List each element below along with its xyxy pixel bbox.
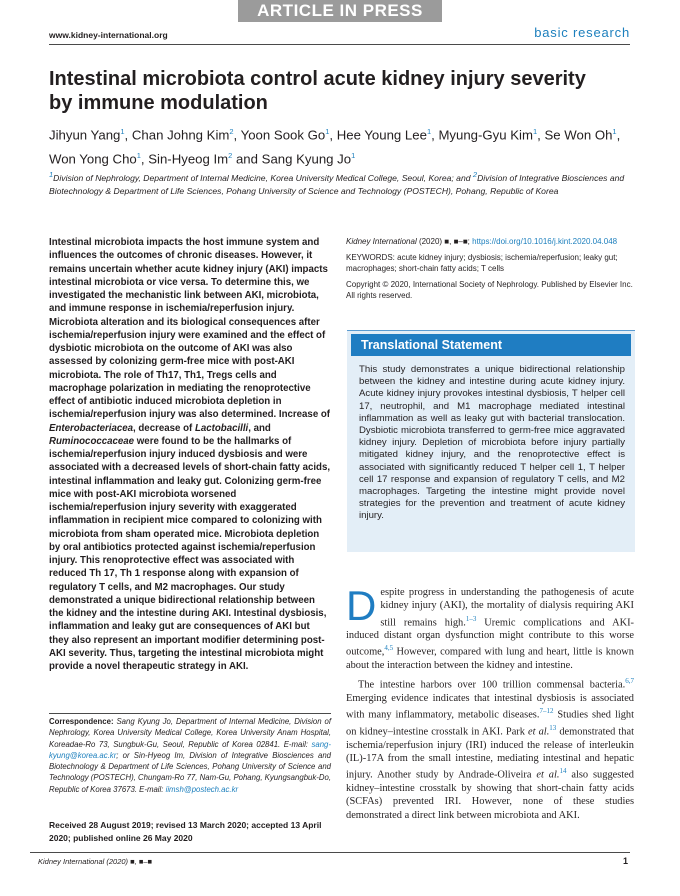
abstract-text: Intestinal microbiota impacts the host immune system and influences the outcomes of chronic diseases. However, it remains uncertain whether acute kidney injury (AKI) impacts intestinal microbiota or vice versa. To determine this, we investigated the mechanistic link between AKI, microbiota, and immune response in ischemia/reperfusion injury. Microbiota alteration and its biological consequences after ischemia/reperfusion injury were examined and the effect of dysbiotic microbiota on the outcome of AKI was also assessed by colonizing germ-free mice with post-AKI microbiota. The role of Th17, Th1, Tregs cells and macrophage polarization in mediating the renoprotective effect of antibiotic induced microbiota depletion in ischemia/reperfusion injury was also determined. Increase of bbox=[49, 237, 331, 421]
body-text-run: However, compared with lung and heart, little is known about the interaction between the kidney and intestine. bbox=[346, 646, 634, 672]
author-affil-sup: 1 bbox=[325, 127, 330, 136]
citation-volume: (2020) ■, ■–■; bbox=[416, 237, 473, 246]
correspondence-text: ; or Sin-Hyeog Im, Division of Integrative Biosciences and Biotechnology & Department of Life Sciences, Pohang University of Science and Technology (POSTECH), Chungam-Ro 77, Nam-Gu, Pohang, Kyungsangbuk-Do, Republic of Korea 37673. E-mail: bbox=[49, 750, 331, 794]
body-text-run: demonstrated that ischemia/reperfusion injury (IRI) induced the release of interleukin (IL)-17A from the small intestine, mediating intestinal and hepatic injury. Another study by Andrade-Oliveira bbox=[346, 726, 634, 781]
email-link[interactable]: sang-kyung@korea.ac.kr bbox=[49, 739, 331, 760]
reference-link[interactable]: 1–3 bbox=[465, 614, 477, 623]
citation-line bbox=[346, 236, 634, 247]
translational-statement-box bbox=[347, 330, 635, 552]
correspondence-rule bbox=[49, 713, 331, 714]
correspondence bbox=[49, 716, 331, 795]
abstract-taxon: Ruminococcaceae bbox=[49, 435, 135, 447]
reference-link[interactable]: 6,7 bbox=[625, 677, 634, 686]
drop-cap: D bbox=[346, 582, 377, 629]
article-in-press-banner: ARTICLE IN PRESS bbox=[238, 0, 442, 22]
translational-statement-text: This study demonstrates a unique bidirectional relationship between the kidney and intestine during acute kidney injury. Acute kidney injury provokes intestinal dysbiosis, T helper cell 17, neutrophil, and M1 macrophage mediated intestinal inflammation as well as leaky gut with bacterial translocation. Dysbiotic microbiota transferred to germ-free mice aggravated kidney injury. Depletion of microbiota before injury partially mitigated kidney injury, and the renoprotective effect is associated with significantly reduced T helper cell 1, T helper cell 17 response and expansion of regulatory T cells, and M2 macrophages. Targeting the intestine might provide novel strategies for the prevention and treatment of acute kidney injury. bbox=[359, 364, 625, 522]
body-paragraph bbox=[346, 675, 634, 821]
doi-link[interactable]: https://doi.org/10.1016/j.kint.2020.04.048 bbox=[472, 237, 618, 246]
correspondence-label: Correspondence: bbox=[49, 717, 114, 726]
author-name: Jihyun Yang bbox=[49, 127, 121, 143]
body-text bbox=[346, 582, 634, 822]
body-text-run: Studies shed light on kidney–intestine crosstalk in AKI. Park bbox=[346, 709, 634, 738]
body-text-run: Uremic complications and AKI-induced distant organ dysfunction might contribute to this worse outcome, bbox=[346, 616, 634, 658]
abstract bbox=[49, 236, 331, 673]
author-name: Chan Johng Kim bbox=[131, 127, 230, 143]
reference-link[interactable]: 13 bbox=[549, 724, 557, 733]
reference-link[interactable]: 4,5 bbox=[384, 644, 394, 653]
translational-statement-heading: Translational Statement bbox=[351, 334, 631, 356]
body-text-run: espite progress in understanding the pathogenesis of acute kidney injury (AKI), the mortality of dialysis requiring AKI still remains high. bbox=[380, 587, 634, 628]
email-link[interactable]: iimsh@postech.ac.kr bbox=[165, 784, 239, 794]
author-affil-sup: 1 bbox=[426, 127, 432, 136]
body-text-run: The intestine harbors over 100 trillion commensal bacteria. bbox=[358, 679, 626, 691]
affiliations bbox=[49, 168, 631, 198]
reference-link[interactable]: 7–12 bbox=[539, 707, 554, 716]
keywords: KEYWORDS: acute kidney injury; dysbiosis; ischemia/reperfusion; leaky gut; macrophages; short-chain fatty acids; T cells bbox=[346, 253, 618, 273]
body-text-run: Emerging evidence indicates that intestinal dysbiosis is associated with many inflammatory, metabolic diseases. bbox=[346, 693, 634, 721]
author-name: Sang Kyung Jo bbox=[261, 151, 352, 167]
body-paragraph bbox=[346, 582, 634, 672]
author-list: Jihyun Yang$^1$, Chan Johng Kim$^2$, Yoon Sook Go$^1$, Hee Young Lee$^1$, Myung-Gyu Kim$^1$, Se Won Oh$^1$, Won Yong Cho$^1$, Sin-Hyeog Im$^2$ and Sang Kyung Jo$^1$ bbox=[49, 127, 621, 167]
affil-sup: 2 bbox=[472, 170, 478, 179]
header-rule bbox=[49, 44, 630, 45]
author-name: Yoon Sook Go bbox=[240, 127, 326, 143]
author-affil-sup: 1 bbox=[612, 127, 617, 136]
author-affil-sup: 2 bbox=[229, 127, 234, 136]
abstract-taxon: Enterobacteriacea bbox=[49, 422, 133, 434]
author-affil-sup: 1 bbox=[351, 151, 356, 161]
abstract-taxon: Lactobacilli bbox=[194, 422, 249, 434]
copyright: Copyright © 2020, International Society of Nephrology. Published by Elsevier Inc. All rights reserved. bbox=[346, 280, 633, 300]
journal-website[interactable]: www.kidney-international.org bbox=[49, 30, 168, 40]
et-al: et al. bbox=[528, 726, 550, 738]
affiliation-1: Division of Nephrology, Department of Internal Medicine, Korea University Medical College, Seoul, Korea; and bbox=[53, 172, 473, 183]
author-name: Se Won Oh bbox=[544, 127, 613, 143]
author-affil-sup: 1 bbox=[136, 151, 141, 161]
abstract-text: , and bbox=[248, 422, 271, 434]
body-text-run: also suggested kidney–intestine crosstalk by showing that short-chain fatty acids (SCFAs) prevented IRI. However, none of these studies demonstrated a direct link between microbiota and AKI. bbox=[346, 769, 634, 821]
author-name: Won Yong Cho bbox=[49, 151, 137, 167]
author-name: Hee Young Lee bbox=[336, 127, 427, 143]
page-number: 1 bbox=[622, 856, 628, 866]
author-affil-sup: 2 bbox=[228, 151, 233, 161]
section-label: basic research bbox=[534, 25, 630, 40]
reference-link[interactable]: 14 bbox=[559, 767, 567, 776]
abstract-text: , decrease of bbox=[133, 422, 195, 434]
received-dates: Received 28 August 2019; revised 13 March 2020; accepted 13 April 2020; published online 26 May 2020 bbox=[49, 820, 322, 843]
affil-sup: 1 bbox=[49, 170, 54, 179]
footer-journal: Kidney International (2020) ■, ■–■ bbox=[38, 857, 153, 866]
author-name: Sin-Hyeog Im bbox=[148, 151, 229, 167]
article-title: Intestinal microbiota control acute kidney injury severity by immune modulation bbox=[49, 68, 586, 114]
et-al: et al. bbox=[536, 769, 560, 781]
abstract-text: were found to be the hallmarks of ischemia/reperfusion injury induced dysbiosis and were associated with a decreased levels of short-chain fatty acids, intestinal inflammation and leaky gut. Colonizing germ-free mice with post-AKI microbiota worsened ischemia/reperfusion injury severity with exaggerated inflammation in recipient mice compared to colonizing with microbiota from sham operated mice. Microbiota depletion by oral antibiotics protected against ischemia/reperfusion injury. This renoprotective effect was associated with reduced Th 17, Th 1 response along with expansion of regulatory T cells, and M2 macrophages. Our study demonstrated a unique bidirectional relationship between the kidney and the intestine during AKI. Intestinal dysbiosis, inflammation and leaky gut are consequences of AKI but they also represent an important modifier determining post-AKI severity. Thus, targeting the intestinal microbiota might provide a novel therapeutic strategy in AKI. bbox=[49, 435, 331, 672]
article-meta bbox=[346, 236, 634, 301]
footer-rule bbox=[30, 852, 630, 853]
correspondence-text: Sang Kyung Jo, Department of Internal Medicine, Division of Nephrology, Korea University Medical College, Korea University Anam Hospital, Koreadae-Ro 73, Sungbuk-Gu, Seoul, Republic of Korea 02841. E-mail: bbox=[49, 717, 331, 749]
citation-journal: Kidney International bbox=[346, 237, 417, 246]
affiliation-2: Division of Integrative Biosciences and Biotechnology & Department of Life Sciences, Pohang University of Science and Technology (POSTECH), Pohang, Republic of Korea bbox=[49, 172, 625, 196]
author-affil-sup: 1 bbox=[532, 127, 538, 136]
author-affil-sup: 1 bbox=[120, 127, 125, 136]
author-name: Myung-Gyu Kim bbox=[438, 127, 533, 143]
